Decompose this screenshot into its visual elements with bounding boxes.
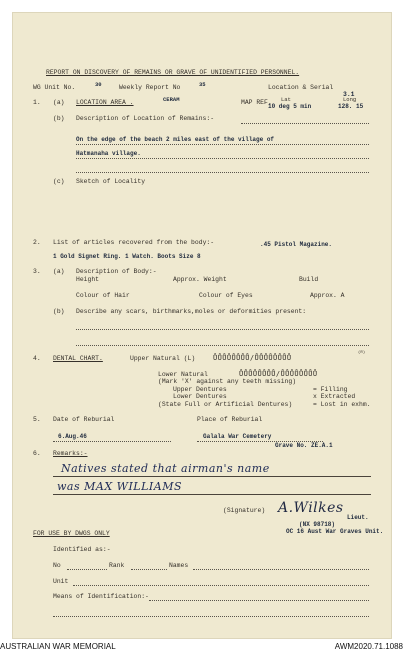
location-description-label: Description of Location of Remains:- xyxy=(76,115,215,122)
location-serial-label: Location & Serial xyxy=(268,84,334,91)
upper-right-marker: (R) xyxy=(358,351,366,355)
reburial-place-label: Place of Reburial xyxy=(197,416,263,423)
articles-line-2: 1 Gold Signet Ring. 1 Watch. Boots Size 8 xyxy=(53,253,201,260)
footer-institution: AUSTRALIAN WAR MEMORIAL xyxy=(0,642,116,651)
key-lost: = Lost in exhm. xyxy=(313,401,371,408)
remarks-handwritten-line-2: was MAX WILLIAMS xyxy=(57,480,182,493)
dotted-line xyxy=(53,616,369,617)
remarks-label: Remarks:- xyxy=(53,450,88,457)
upper-natural-label: Upper Natural (L) xyxy=(130,355,196,362)
section-4-number: 4. xyxy=(33,355,41,362)
signature-label: (Signature) xyxy=(223,507,266,514)
section-1a-label: (a) xyxy=(53,99,65,106)
lower-natural-label: Lower Natural xyxy=(158,371,208,378)
dotted-line xyxy=(53,441,171,442)
location-area-value: CERAM xyxy=(163,96,180,103)
document-page xyxy=(13,13,391,638)
section-6-number: 6. xyxy=(33,450,41,457)
dotted-line xyxy=(76,329,369,330)
wg-unit-label: WG Unit No. xyxy=(33,84,76,91)
dotted-line xyxy=(67,569,107,570)
location-description-line-1: On the edge of the beach 2 miles east of the village of xyxy=(76,136,275,143)
lower-teeth-chart: ŮŮŮŮŮŮŮŮ/ŮŮŮŮŮŮŮŮ xyxy=(239,370,318,378)
sketch-label: Sketch of Locality xyxy=(76,178,146,185)
dotted-line xyxy=(241,123,369,124)
officer-number: (NX 98718) xyxy=(299,521,336,528)
section-3b-label: (b) xyxy=(53,308,65,315)
location-serial-value: 3.1 xyxy=(343,91,355,98)
long-label: Long xyxy=(343,96,357,103)
archive-footer xyxy=(0,640,403,653)
handwritten-signature: A.Wilkes xyxy=(278,500,344,516)
section-3a-label: (a) xyxy=(53,268,65,275)
dwgs-names-label: Names xyxy=(169,562,189,569)
approx-age-label: Approx. A xyxy=(310,292,345,299)
lat-value: 10 deg 5 min xyxy=(268,103,312,110)
weekly-report-label: Weekly Report No xyxy=(119,84,181,91)
dwgs-unit-label: Unit xyxy=(53,578,69,585)
reburial-date-label: Date of Reburial xyxy=(53,416,115,423)
dotted-line xyxy=(131,569,167,570)
key-filling: = Filling xyxy=(313,386,348,393)
section-3-number: 3. xyxy=(33,268,41,275)
key-extracted: x Extracted xyxy=(313,393,356,400)
build-label: Build xyxy=(299,276,319,283)
dentures-instruction: (State Full or Artificial Dentures) xyxy=(158,401,293,408)
location-description-line-2: Hatmanaha village. xyxy=(76,150,141,157)
eye-colour-label: Colour of Eyes xyxy=(199,292,253,299)
remarks-handwritten-line-1: Natives stated that airman's name xyxy=(61,462,270,475)
dotted-line xyxy=(76,144,369,145)
weekly-report-value: 35 xyxy=(199,81,206,88)
height-label: Height xyxy=(76,276,100,283)
articles-line-1: .45 Pistol Magazine. xyxy=(260,241,333,248)
dotted-line xyxy=(149,600,369,601)
weight-label: Approx. Weight xyxy=(173,276,227,283)
officer-unit: OC 16 Aust War Graves Unit. xyxy=(286,528,384,535)
dotted-line xyxy=(76,172,369,173)
dwgs-rank-label: Rank xyxy=(109,562,125,569)
wg-unit-value: 30 xyxy=(95,81,102,88)
body-description-label: Description of Body:- xyxy=(76,268,157,275)
identified-as-label: Identified as:- xyxy=(53,546,111,553)
means-of-identification-label: Means of Identification:- xyxy=(53,593,149,600)
reburial-place-value: Galala War Cemetery xyxy=(203,433,272,440)
lower-dentures-label: Lower Dentures xyxy=(173,393,227,400)
dwgs-heading: FOR USE BY DWGS ONLY xyxy=(33,530,110,537)
dental-chart-label: DENTAL CHART. xyxy=(53,355,103,362)
grave-number-value: Grave No. ZE.A.1 xyxy=(275,442,333,449)
dotted-line xyxy=(76,345,369,346)
section-1-number: 1. xyxy=(33,99,41,106)
rule-line xyxy=(53,476,371,477)
lat-label: Lat xyxy=(281,96,291,103)
long-value: 128. 15 xyxy=(338,103,364,110)
section-1b-label: (b) xyxy=(53,115,65,122)
section-2-number: 2. xyxy=(33,239,41,246)
dotted-line xyxy=(193,569,369,570)
map-ref-label: MAP REF. xyxy=(241,99,272,106)
hair-colour-label: Colour of Hair xyxy=(76,292,130,299)
rule-line xyxy=(53,494,371,495)
report-title: REPORT ON DISCOVERY OF REMAINS OR GRAVE OF UNIDENTIFIED PERSONNEL. xyxy=(46,69,300,76)
officer-rank: Lieut. xyxy=(347,514,369,521)
footer-accession-number: AWM2020.71.1088 xyxy=(334,642,403,651)
section-5-number: 5. xyxy=(33,416,41,423)
articles-label: List of articles recovered from the body:- xyxy=(53,239,215,246)
scars-label: Describe any scars, birthmarks,moles or deformities present: xyxy=(76,308,307,315)
dotted-line xyxy=(73,585,369,586)
upper-teeth-chart: ŮŮŮŮŮŮŮŮ/ŮŮŮŮŮŮŮŮ xyxy=(213,354,292,362)
location-area-label: LOCATION AREA . xyxy=(76,99,134,106)
reburial-date-value: 6.Aug.46 xyxy=(58,433,87,440)
dwgs-no-label: No xyxy=(53,562,61,569)
mark-x-instruction: (Mark 'X' against any teeth missing) xyxy=(158,378,297,385)
section-1c-label: (c) xyxy=(53,178,65,185)
dotted-line xyxy=(76,158,369,159)
upper-dentures-label: Upper Dentures xyxy=(173,386,227,393)
